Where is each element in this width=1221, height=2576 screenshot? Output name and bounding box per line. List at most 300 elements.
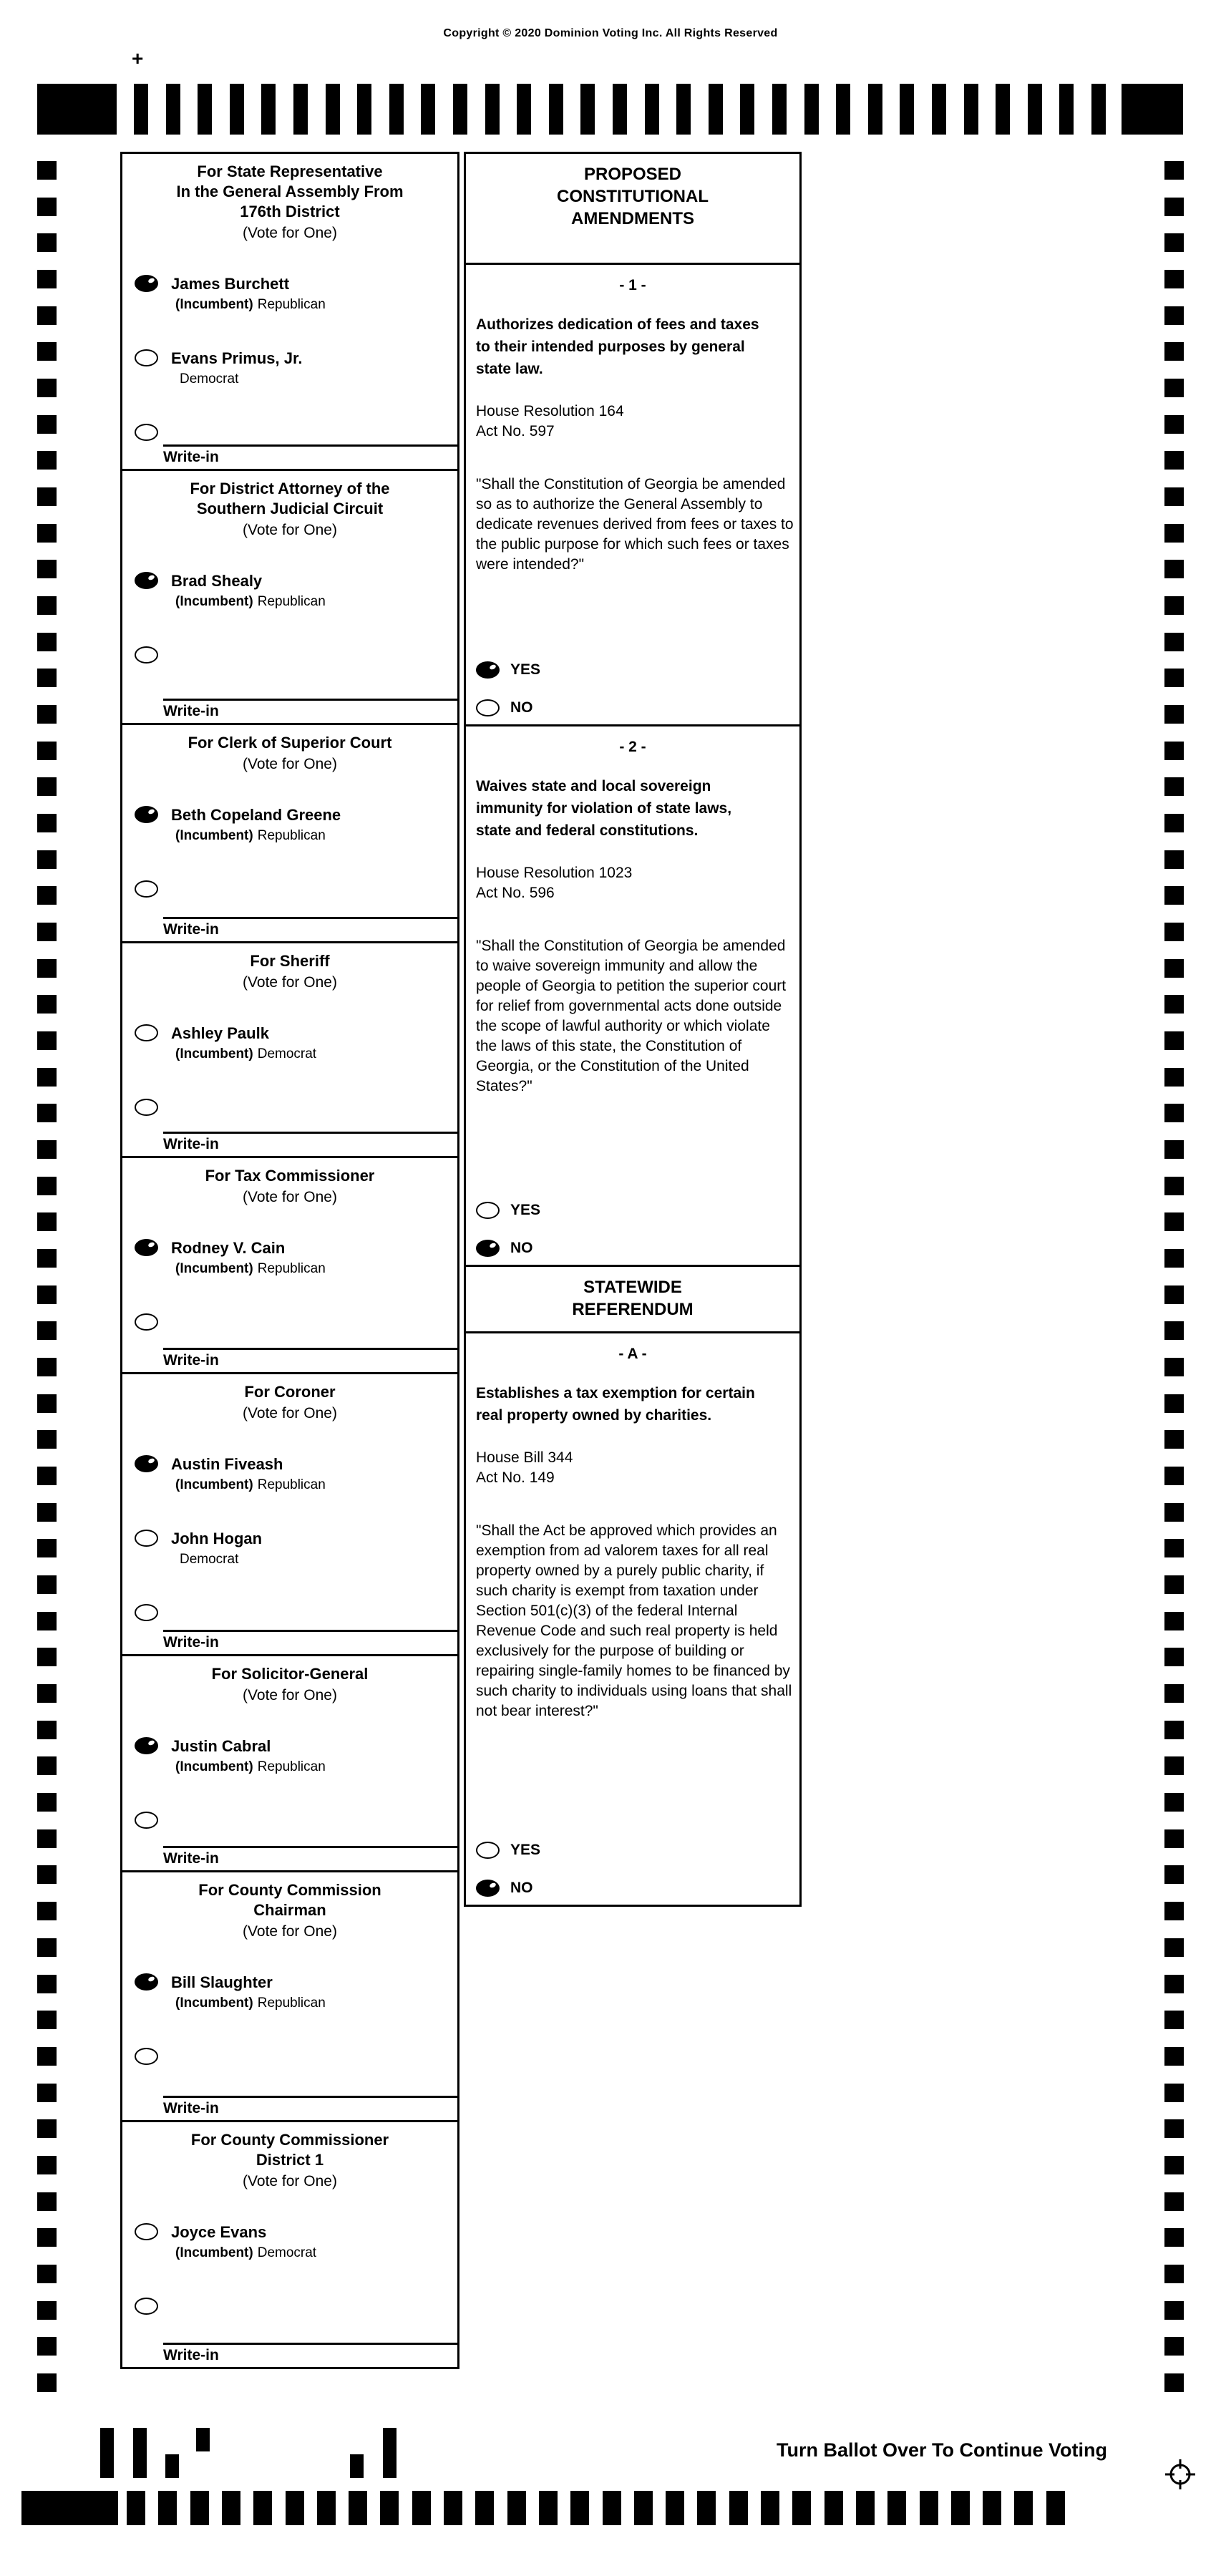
incumbent-label: (Incumbent) — [175, 594, 253, 609]
measure-options — [476, 1840, 540, 1898]
blank-candidate-row — [122, 880, 457, 901]
candidate-party — [175, 1476, 457, 1494]
measure-box — [466, 726, 799, 1267]
timing-mark — [1028, 84, 1042, 135]
measure-references — [476, 402, 789, 442]
measure-question: "Shall the Act be approved which provides an exemption from ad valorem taxes for all real property owned by a purely public charity, if such charity is exempt from taxation under Section 501(c)(3) of the federal Internal Revenue Code and such real property is held exclusively for the purpose of building or repairing single-family homes to be financed by such charity to individuals using loans that shall not bear interest?" — [476, 1522, 792, 1719]
timing-mark — [1164, 2265, 1184, 2283]
contest-title-line: 176th District — [240, 203, 340, 220]
measure-option-row — [476, 1878, 540, 1898]
timing-mark — [37, 2228, 57, 2247]
timing-mark — [37, 742, 57, 760]
timing-mark — [37, 1285, 57, 1304]
party-label: Republican — [257, 297, 326, 312]
incumbent-label: (Incumbent) — [175, 1759, 253, 1774]
timing-mark — [804, 84, 819, 135]
timing-mark — [1164, 1902, 1184, 1920]
timing-mark — [286, 2491, 304, 2525]
contest-box — [122, 1158, 457, 1374]
measure-option-row — [476, 1840, 540, 1860]
measure-reference-line: House Bill 344 — [476, 1449, 573, 1466]
measure-number: - 1 - — [619, 277, 646, 293]
contest-title — [122, 162, 457, 222]
timing-mark — [1164, 1467, 1184, 1485]
timing-block — [21, 2491, 118, 2525]
candidate-row — [122, 805, 457, 848]
contest-title-line: In the General Assembly From — [176, 183, 404, 200]
timing-mark — [1164, 1140, 1184, 1159]
vote-oval[interactable] — [135, 880, 158, 898]
contest-title — [122, 733, 457, 753]
timing-mark — [37, 1249, 57, 1268]
vote-oval[interactable] — [135, 1604, 158, 1621]
contest-title-line: For District Attorney of the — [190, 480, 390, 497]
timing-mark — [37, 2156, 57, 2174]
timing-block — [1122, 84, 1183, 135]
write-in-line[interactable] — [163, 1348, 457, 1350]
timing-mark — [37, 2265, 57, 2283]
timing-mark — [293, 84, 308, 135]
vote-oval[interactable] — [135, 1024, 158, 1041]
candidate-party — [175, 1994, 457, 2012]
timing-mark — [166, 84, 180, 135]
timing-mark — [37, 1104, 57, 1122]
timing-mark — [1164, 742, 1184, 760]
vote-for-instruction: (Vote for One) — [243, 1189, 337, 1205]
contest-title-line: Southern Judicial Circuit — [196, 500, 384, 517]
incumbent-label: (Incumbent) — [175, 1046, 253, 1061]
candidate-party — [175, 370, 457, 388]
timing-mark — [1164, 959, 1184, 978]
write-in-area — [163, 917, 457, 939]
timing-mark — [349, 2491, 367, 2525]
contest-title-line: For Sheriff — [250, 952, 330, 970]
contest-title-line: District 1 — [256, 2151, 324, 2169]
measure-option-row — [476, 698, 540, 718]
option-label: YES — [510, 1842, 541, 1858]
vote-oval[interactable] — [135, 1313, 158, 1331]
contest-title-line: For Tax Commissioner — [205, 1167, 375, 1185]
timing-mark — [134, 84, 148, 135]
measure-options — [476, 660, 540, 718]
timing-mark — [158, 2491, 177, 2525]
contest-box — [122, 1656, 457, 1872]
timing-mark — [37, 415, 57, 434]
contest-box — [122, 1374, 457, 1656]
timing-mark — [317, 2491, 336, 2525]
timing-mark — [37, 1575, 57, 1594]
contest-title — [122, 951, 457, 971]
write-in-label: Write-in — [163, 1634, 219, 1651]
timing-mark — [887, 2491, 906, 2525]
timing-mark — [1164, 1104, 1184, 1122]
timing-mark — [1164, 1212, 1184, 1231]
option-label: NO — [510, 1880, 533, 1896]
timing-mark — [1164, 1430, 1184, 1449]
timing-mark — [645, 84, 659, 135]
timing-mark — [1164, 1612, 1184, 1630]
write-in-area — [163, 1348, 457, 1370]
timing-mark — [1164, 1031, 1184, 1050]
contest-box — [122, 154, 457, 471]
vote-oval[interactable] — [476, 1842, 500, 1859]
candidate-name: Rodney V. Cain — [171, 1239, 286, 1257]
party-label: Democrat — [180, 1552, 239, 1567]
timing-mark — [1164, 1938, 1184, 1957]
contest-title — [122, 479, 457, 519]
timing-mark — [1164, 1285, 1184, 1304]
timing-mark — [1164, 415, 1184, 434]
timing-mark — [37, 1793, 57, 1812]
vote-oval[interactable] — [135, 2298, 158, 2315]
timing-mark — [1164, 923, 1184, 941]
vote-oval-filled[interactable] — [135, 572, 158, 589]
timing-mark — [1164, 2373, 1184, 2392]
candidate-row — [122, 274, 457, 317]
registration-plus-mark: + — [132, 47, 144, 69]
party-label: Republican — [257, 828, 326, 843]
write-in-area — [163, 2096, 457, 2118]
timing-mark — [475, 2491, 494, 2525]
timing-block — [37, 84, 117, 135]
contest-title-line: For Coroner — [244, 1383, 336, 1401]
timing-mark — [1164, 596, 1184, 615]
timing-mark — [37, 886, 57, 905]
timing-mark — [1164, 2337, 1184, 2356]
timing-mark — [1164, 342, 1184, 361]
timing-mark — [37, 959, 57, 978]
vote-for-instruction: (Vote for One) — [243, 522, 337, 538]
timing-mark — [1164, 1177, 1184, 1195]
contest-box — [122, 2122, 457, 2367]
write-in-area — [163, 2343, 457, 2365]
timing-mark — [37, 487, 57, 506]
contest-box — [122, 1872, 457, 2122]
vote-oval[interactable] — [135, 1530, 158, 1547]
timing-mark — [37, 161, 57, 180]
candidate-row — [122, 1736, 457, 1779]
timing-mark — [37, 198, 57, 216]
measures-section-header — [466, 1267, 799, 1333]
timing-mark — [1164, 850, 1184, 869]
contest-title — [122, 1880, 457, 1920]
timing-mark — [603, 2491, 621, 2525]
contest-box — [122, 943, 457, 1158]
timing-mark — [1164, 451, 1184, 470]
timing-mark — [453, 84, 467, 135]
write-in-label: Write-in — [163, 703, 219, 719]
contest-title-line: Chairman — [253, 1901, 326, 1919]
vote-oval[interactable] — [135, 2048, 158, 2065]
party-label: Republican — [257, 1759, 326, 1774]
blank-candidate-row — [122, 1313, 457, 1334]
section-header-line: REFERENDUM — [572, 1300, 694, 1319]
measures-column — [464, 152, 802, 1907]
timing-mark — [507, 2491, 526, 2525]
timing-mark — [1164, 814, 1184, 832]
incumbent-label: (Incumbent) — [175, 1261, 253, 1276]
vote-oval-filled[interactable] — [135, 806, 158, 823]
timing-mark — [1164, 777, 1184, 796]
measure-question: "Shall the Constitution of Georgia be amended so as to authorize the General Assembly to dedicate revenues derived from fees or taxes to the public purpose for which such fees or taxes were intended?" — [476, 476, 794, 573]
vote-oval-filled[interactable] — [135, 1239, 158, 1256]
timing-mark — [37, 1684, 57, 1703]
contest-title-line: For County Commission — [198, 1881, 381, 1899]
measure-reference-line: Act No. 597 — [476, 423, 555, 439]
vote-oval[interactable] — [135, 1099, 158, 1116]
timing-mark — [357, 84, 371, 135]
timing-mark — [761, 2491, 779, 2525]
vote-oval-filled[interactable] — [135, 1737, 158, 1754]
blank-candidate-row — [122, 423, 457, 444]
timing-mark — [1164, 1829, 1184, 1848]
write-in-label: Write-in — [163, 1850, 219, 1867]
vote-oval-filled[interactable] — [135, 1973, 158, 1991]
blank-candidate-row — [122, 1098, 457, 1119]
timing-mark — [697, 2491, 716, 2525]
timing-mark — [37, 524, 57, 543]
candidate-row — [122, 1454, 457, 1497]
blank-candidate-row — [122, 646, 457, 667]
timing-mark — [1164, 379, 1184, 397]
measure-summary: Authorizes dedication of fees and taxes to their intended purposes by general state law. — [476, 316, 759, 377]
write-in-area — [163, 444, 457, 467]
measure-reference-line: House Resolution 1023 — [476, 865, 633, 881]
candidate-row — [122, 2222, 457, 2265]
timing-mark — [37, 2119, 57, 2138]
vote-oval[interactable] — [476, 1202, 500, 1219]
write-in-area — [163, 1630, 457, 1652]
timing-mark — [37, 1212, 57, 1231]
timing-mark — [613, 84, 627, 135]
timing-mark — [1164, 524, 1184, 543]
timing-mark — [37, 1648, 57, 1666]
vote-oval-filled[interactable] — [476, 1880, 500, 1897]
timing-mark — [1164, 1684, 1184, 1703]
timing-mark — [1046, 2491, 1065, 2525]
write-in-line[interactable] — [163, 917, 457, 919]
timing-mark — [1164, 2192, 1184, 2211]
measure-options — [476, 1200, 540, 1258]
candidate-row — [122, 1529, 457, 1572]
timing-mark — [1164, 198, 1184, 216]
timing-mark — [127, 2491, 145, 2525]
party-label: Republican — [257, 1261, 326, 1276]
timing-mark — [37, 1430, 57, 1449]
vote-oval[interactable] — [135, 646, 158, 664]
timing-mark — [1164, 1793, 1184, 1812]
timing-mark — [983, 2491, 1001, 2525]
vote-for-instruction: (Vote for One) — [243, 1923, 337, 1940]
timing-mark — [37, 1721, 57, 1739]
timing-mark — [37, 1829, 57, 1848]
measure-question: "Shall the Constitution of Georgia be amended to waive sovereign immunity and allow the people of Georgia to petition the superior court for relief from governmental acts done outside the scope of lawful authority or which violate the laws of this state, the Constitution of Georgia, or the Constitution of the United States?" — [476, 938, 787, 1094]
vote-oval[interactable] — [135, 1812, 158, 1829]
timing-mark — [1164, 1358, 1184, 1376]
contest-title-line: For County Commissioner — [190, 2131, 389, 2149]
timing-mark — [1164, 705, 1184, 724]
timing-mark — [37, 306, 57, 325]
timing-mark — [389, 84, 404, 135]
timing-mark — [1164, 1721, 1184, 1739]
contest-title — [122, 1664, 457, 1684]
timing-mark — [1164, 233, 1184, 252]
candidate-row — [122, 1238, 457, 1281]
candidate-name: John Hogan — [171, 1530, 263, 1547]
write-in-line[interactable] — [163, 444, 457, 447]
blank-candidate-row — [122, 2297, 457, 2318]
timing-mark — [37, 923, 57, 941]
timing-mark — [37, 2011, 57, 2029]
timing-mark — [37, 1068, 57, 1087]
option-label: NO — [510, 1240, 533, 1256]
timing-mark — [37, 560, 57, 578]
vote-oval[interactable] — [135, 424, 158, 441]
write-in-label: Write-in — [163, 1352, 219, 1369]
write-in-line[interactable] — [163, 2096, 457, 2098]
timing-mark — [37, 2337, 57, 2356]
timing-mark — [230, 84, 244, 135]
measure-references — [476, 1448, 789, 1488]
write-in-label: Write-in — [163, 2100, 219, 2116]
timing-mark — [190, 2491, 209, 2525]
party-label: Republican — [257, 1996, 326, 2011]
timing-mark — [37, 995, 57, 1014]
timing-mark — [920, 2491, 938, 2525]
timing-mark — [1164, 1975, 1184, 1993]
candidate-name: Justin Cabral — [171, 1737, 271, 1755]
measure-box — [466, 1333, 799, 1905]
timing-mark — [37, 1031, 57, 1050]
write-in-line[interactable] — [163, 699, 457, 701]
copyright-notice: Copyright © 2020 Dominion Voting Inc. All Rights Reserved — [443, 27, 778, 39]
contests-column — [120, 152, 459, 2369]
timing-mark — [37, 2047, 57, 2066]
timing-mark — [1014, 2491, 1033, 2525]
timing-mark — [37, 2373, 57, 2392]
timing-mark — [37, 705, 57, 724]
measure-option-row — [476, 660, 540, 680]
timing-mark — [1164, 2301, 1184, 2320]
write-in-line[interactable] — [163, 2343, 457, 2345]
contest-title — [122, 2130, 457, 2170]
vote-oval[interactable] — [135, 2223, 158, 2240]
timing-mark — [709, 84, 723, 135]
candidate-party — [175, 1550, 457, 1568]
timing-mark — [1164, 487, 1184, 506]
timing-mark — [932, 84, 946, 135]
section-header-line: PROPOSED — [583, 165, 682, 184]
timing-mark — [1164, 669, 1184, 687]
candidate-name: Ashley Paulk — [171, 1024, 269, 1042]
sheet-number-label: 27 — [383, 2434, 395, 2446]
party-label: Democrat — [257, 2245, 317, 2260]
measure-number: - A - — [618, 1346, 647, 1362]
section-header-line: AMENDMENTS — [571, 209, 694, 228]
timing-mark — [951, 2491, 970, 2525]
vote-for-instruction: (Vote for One) — [243, 225, 337, 241]
timing-mark — [37, 1140, 57, 1159]
vote-oval[interactable] — [135, 349, 158, 366]
candidate-row — [122, 1024, 457, 1066]
vote-oval-filled[interactable] — [476, 1240, 500, 1257]
candidate-row — [122, 1973, 457, 2016]
timing-mark — [37, 2192, 57, 2211]
vote-oval-filled[interactable] — [135, 1455, 158, 1472]
timing-mark — [37, 342, 57, 361]
measure-number: - 2 - — [619, 739, 646, 755]
measure-summary: Establishes a tax exemption for certain real property owned by charities. — [476, 1385, 755, 1424]
candidate-name: Beth Copeland Greene — [171, 806, 341, 824]
contest-title-line: For Solicitor-General — [211, 1665, 369, 1683]
timing-mark — [1164, 270, 1184, 288]
timing-mark — [900, 84, 914, 135]
contest-title-line: For State Representative — [197, 162, 383, 180]
timing-mark — [729, 2491, 748, 2525]
turn-ballot-over-instruction: Turn Ballot Over To Continue Voting — [777, 2439, 1107, 2461]
incumbent-label: (Incumbent) — [175, 1996, 253, 2011]
timing-mark — [37, 1177, 57, 1195]
timing-mark — [1164, 2119, 1184, 2138]
measure-box — [466, 265, 799, 726]
timing-mark — [1164, 1394, 1184, 1413]
timing-mark — [580, 84, 595, 135]
timing-mark — [549, 84, 563, 135]
candidate-party — [175, 593, 457, 611]
timing-mark — [676, 84, 691, 135]
timing-mark — [1164, 1756, 1184, 1775]
blank-candidate-row — [122, 1603, 457, 1625]
timing-mark — [868, 84, 882, 135]
vote-oval-filled[interactable] — [476, 661, 500, 679]
timing-mark — [37, 1539, 57, 1557]
candidate-party — [175, 2244, 457, 2262]
timing-mark — [37, 596, 57, 615]
measure-option-row — [476, 1238, 540, 1258]
candidate-party — [175, 296, 457, 314]
write-in-line[interactable] — [163, 1630, 457, 1632]
timing-mark — [1164, 1249, 1184, 1268]
measure-summary: Waives state and local sovereign immunity for violation of state laws, state and federal constitutions. — [476, 778, 732, 839]
timing-mark — [836, 84, 850, 135]
timing-mark — [824, 2491, 843, 2525]
candidate-name: Austin Fiveash — [171, 1455, 283, 1473]
write-in-line[interactable] — [163, 1846, 457, 1848]
timing-mark — [37, 669, 57, 687]
vote-for-instruction: (Vote for One) — [243, 1687, 337, 1703]
ballot-id-bar — [133, 2428, 147, 2478]
candidate-party — [175, 1260, 457, 1278]
vote-oval-filled[interactable] — [135, 275, 158, 292]
timing-mark — [37, 1975, 57, 1993]
candidate-party — [175, 1758, 457, 1776]
timing-mark — [412, 2491, 431, 2525]
timing-mark — [37, 1467, 57, 1485]
timing-mark — [1164, 1539, 1184, 1557]
timing-mark — [37, 1938, 57, 1957]
timing-mark — [772, 84, 787, 135]
timing-mark — [539, 2491, 558, 2525]
vote-oval[interactable] — [476, 699, 500, 716]
vote-for-instruction: (Vote for One) — [243, 974, 337, 991]
timing-mark — [37, 1394, 57, 1413]
incumbent-label: (Incumbent) — [175, 828, 253, 843]
ballot-id-bar — [165, 2454, 179, 2478]
timing-mark — [37, 270, 57, 288]
write-in-line[interactable] — [163, 1132, 457, 1134]
write-in-area — [163, 1846, 457, 1868]
measure-option-row — [476, 1200, 540, 1220]
